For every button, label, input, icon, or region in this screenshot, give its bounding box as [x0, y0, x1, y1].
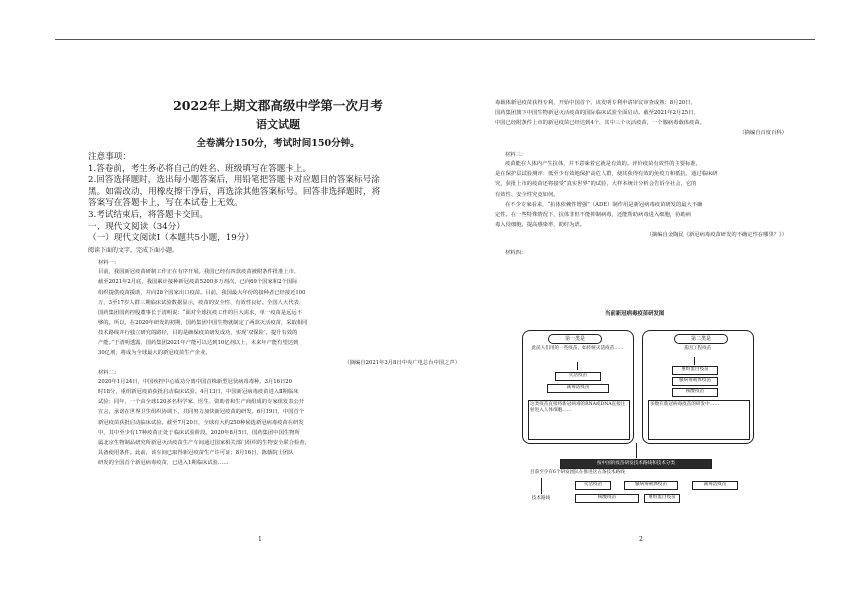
material-line: 有效性、安全性究竟如何。 [495, 191, 559, 198]
material-line: 具备使用条件。此前，该车间已取得新冠疫苗生产许可证；8月16日，陈薇院士团队 [98, 449, 294, 456]
material-line: 研发的全国首个新冠病毒疫苗，已进入1期临床试验…… [98, 459, 229, 466]
material-line: 中国已经附条件上市的新冠疫苗已经达到4个，其中三个灭活疫苗，一个腺病毒载体疫苗。 [495, 120, 705, 127]
left-box: 减毒活疫苗 [547, 384, 609, 393]
material-line: 够的。所以，在2020年研发的初期，国药集团中国生物就制定了两款灭活疫苗，采取相同 [98, 319, 308, 326]
material-source: （摘编自百度百科） [739, 130, 787, 137]
material-line: 技术路线并行独立研究的路径，目的是确保疫苗研发成功，实现‘双保险’，提升有效的 [98, 329, 298, 336]
material-line: 组织提供疫苗援助，并向28个国家出口疫苗。目前，我国最大年份的接种者已经接近100 [98, 289, 306, 296]
material-2-cont [495, 98, 795, 256]
material-line: 定性。在一些特殊情况下，抗体非但不能抑制病毒，还能帮助病毒进入细胞，协助病 [495, 211, 691, 218]
material-line: 毒载体新冠疫苗获得专利，开始中国首个、该发明专利申请审议审查成熟：8月20日， [495, 100, 696, 106]
material-line: 产能。”于清明透露，国药集团2021年产能可以达到10亿剂以上，未来年产能有望达到 [98, 340, 299, 346]
diagram-arrow [541, 478, 542, 494]
material-line: 2020年1月24日，中国疾控中心成功分离中国首株新型冠状病毒毒种。3月16日20 [98, 379, 293, 386]
notes-block [88, 152, 468, 256]
material-line: 国药集团国药控股董事长于清明说：“面对全球抗疫工作的巨大需求，单一疫苗是远远不 [98, 309, 302, 316]
page-left [88, 88, 468, 528]
diagram-dark-bar: 按中国的疫苗研发技术路线和技术分类 [560, 459, 712, 469]
right-box: 腺病毒载体疫苗 [672, 377, 718, 386]
note-item: 3.考试结束后，将答题卡交回。 [88, 209, 208, 220]
material-1 [88, 258, 468, 468]
left-group-title: 第一类是 [548, 334, 602, 344]
exam-subtitle: 语文试题 [256, 118, 300, 131]
note-item: 1.答卷前，考生务必将自己的姓名、班级填写在答题卡上。 [88, 163, 312, 174]
note-item: 答案写在答题卡上，写在本试卷上无效。 [88, 198, 243, 209]
note-item: 2.回答选择题时，选出每小题答案后，用铅笔把答题卡对应题目的答案标号涂 [88, 175, 380, 186]
material-line: 中，其中至少有17种疫苗正处于临床试验阶段。2020年8月5日，国药集团中国生物所 [98, 429, 300, 436]
left-box: 灭活疫苗 [555, 372, 601, 381]
material-source: （摘编自2021年3月8日中央广电总台中国之声） [344, 360, 460, 367]
material-line: 目前，我国新冠疫苗研制工作正在有序开展。我国已经有四款疫苗被附条件批准上市， [98, 269, 300, 276]
material-label: 材料四： [505, 249, 527, 256]
notes-heading: 注意事项： [88, 152, 131, 162]
bottom-item: 重组蛋白疫苗 [644, 494, 680, 503]
bottom-item: 核酸疫苗 [575, 494, 639, 503]
bottom-left-label: 技术路线 [531, 496, 551, 501]
material-line: 国药集团旗下中国生物新冠灭活疫苗的国际临床试验全面启动。截至2021年2月25日， [495, 110, 699, 117]
bottom-item: 减毒活疫苗 [692, 481, 738, 490]
diagram-title: 当前新冠病毒疫苗研发图 [605, 311, 665, 317]
left-group-sub: 此前人们用的一些疫苗，如传统灭活疫苗…… [530, 346, 625, 360]
top-rule [55, 39, 815, 40]
section-instruction: 阅读下面的文字，完成下面小题。 [88, 246, 179, 254]
exam-title: 2022年上期文郡高级中学第一次月考 [173, 98, 383, 113]
diagram-bottom-caption: 目前至少有6个研发团队在推进这五条技术路线 [530, 470, 730, 477]
material-label: 材料三： [505, 152, 527, 159]
material-line: 是在保护层试验测评：低至少有效地保护高危人群，使其获得有效的免疫力和抵抗，通过临床研 [495, 171, 718, 178]
material-line: 究，获批上市的疫苗还将接受“真实世界”的试验，大样本统计分析会告诉全社会，它的 [495, 181, 697, 188]
section-part: 一、现代文阅读（34分） [88, 221, 185, 232]
material-line: 毒入侵细胞，提高感染率，助纣为虐。 [495, 221, 586, 228]
score-line: 全卷满分150分，考试时间150分钟。 [196, 138, 360, 149]
material-line: 30亿剂，将成为全球最大的新冠疫苗生产企业。 [98, 350, 211, 357]
diagram-arrow [577, 362, 578, 370]
left-note: 这类疫苗直接将新冠病毒的RNA或DNA直接注射进入人体细胞…… [528, 400, 630, 440]
material-line: 万，3至17岁人群三期临床试验数据显示，疫苗的安全性、有效性良好。全国人大代表、 [98, 299, 305, 306]
diagram-arrow [694, 357, 695, 365]
material-line: 宣言，承诺在世界卫生组织协调下，共同努力加快新冠疫苗的研发。6月19日，中国首个 [98, 409, 305, 416]
diagram-arrow [636, 443, 637, 458]
material-line: 在不少专家看来，“抗体依赖性增强”（ADE）制作用是新冠病毒疫苗研发的最大不确 [505, 201, 703, 208]
material-line: 属北京生物制品研究所新冠灭活疫苗生产车间通过国家相关部门组织的生物安全联合检查， [98, 439, 310, 446]
material-line: 截至2021年2月底，我国累计接种新冠疫苗5200多万剂次，已向69个国家和2个国际 [98, 279, 298, 286]
material-line: 时18分，重组新冠疫苗获批启动临床试验。4月13日，中国新冠病毒疫苗进入Ⅱ期临床 [98, 389, 299, 396]
bottom-item: 灭活疫苗 [575, 481, 611, 490]
material-line: 试验；同年，一个由全球120多名科学家、医生、资助者和生产商组成的专家组发表公开 [98, 399, 305, 406]
material-line: 新冠疫苗获批启动临床试验。截至7月20日，全球有大约250种候选新冠病毒疫苗在研发 [98, 419, 304, 426]
page-number: 1 [258, 536, 262, 543]
material-label: 材料二： [98, 370, 120, 377]
note-item: 黑。如需改动，用橡皮擦干净后，再选涂其他答案标号。回答非选择题时，将 [88, 186, 381, 197]
right-box: 核酸疫苗 [672, 388, 718, 397]
page-number: 2 [639, 536, 643, 543]
right-group-title: 第二类是 [674, 334, 728, 344]
material-line: 疫苗能在人体内产生抗体，并不意味着它就是有效的。评价疫苗有效性的主要标准， [505, 161, 701, 168]
right-note: 多数在新冠病毒疫苗的研发中…… [648, 400, 750, 440]
right-group-sub: 基因工程疫苗 [650, 346, 745, 360]
material-source: （摘编自金陶民《新冠病毒疫苗研发的不确定性在哪里？》） [646, 231, 787, 238]
material-label: 材料一： [98, 260, 120, 267]
section-sub: （一）现代文阅读Ⅰ（本题共5小题，19分） [88, 233, 254, 244]
bottom-item: 腺病毒载体疫苗 [624, 481, 678, 490]
right-box: 重组蛋白疫苗 [672, 366, 718, 375]
